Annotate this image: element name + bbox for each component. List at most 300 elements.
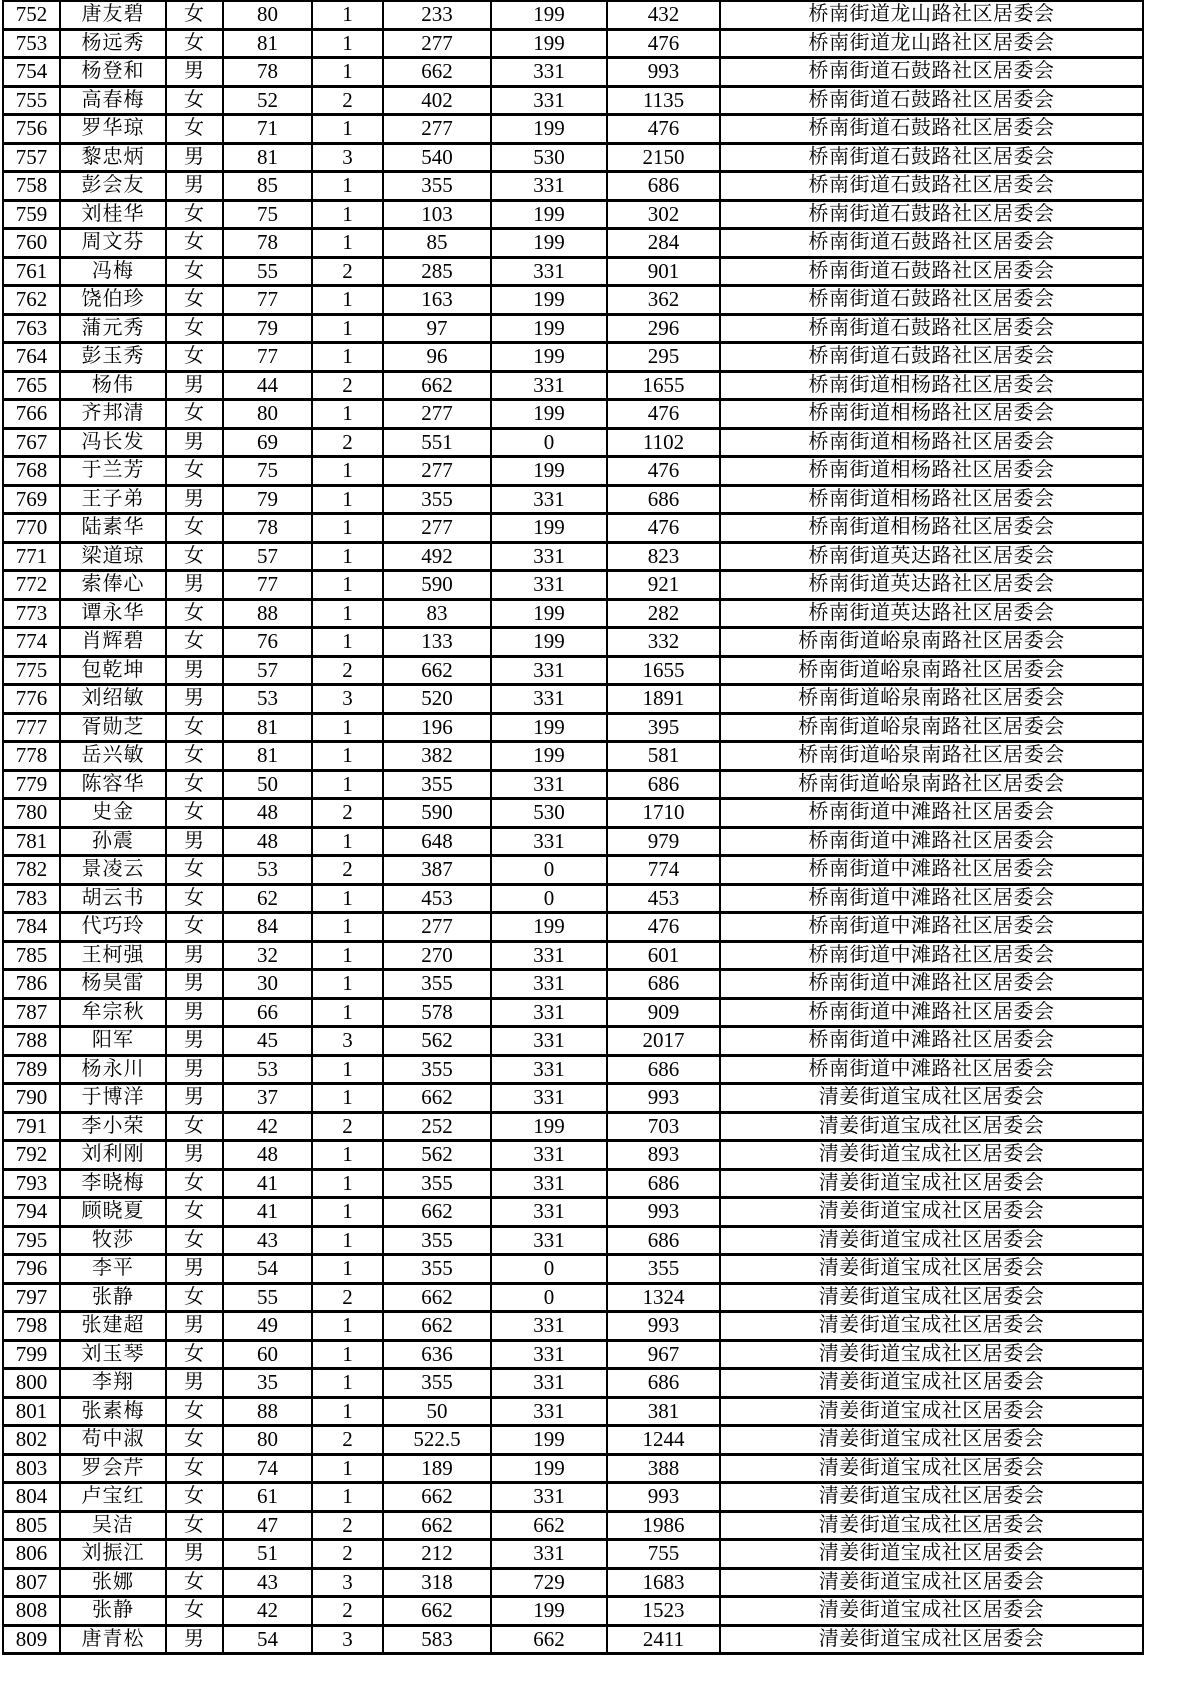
name-cell: 李翔: [60, 1369, 166, 1398]
count-cell: 1: [312, 115, 383, 144]
community-cell: 桥南街道中滩路社区居委会: [720, 827, 1143, 856]
community-cell: 桥南街道峪泉南路社区居委会: [720, 685, 1143, 714]
age-cell: 80: [223, 1, 312, 30]
age-cell: 48: [223, 1141, 312, 1170]
gender-cell: 女: [166, 1397, 223, 1426]
age-cell: 43: [223, 1226, 312, 1255]
amount1-cell: 189: [383, 1454, 491, 1483]
gender-cell: 女: [166, 1454, 223, 1483]
table-row: [3, 29, 1143, 58]
seq-cell: 783: [3, 884, 60, 913]
total-cell: 2017: [607, 1027, 720, 1056]
gender-cell: 女: [166, 457, 223, 486]
amount1-cell: 285: [383, 257, 491, 286]
name-cell: 饶伯珍: [60, 286, 166, 315]
seq-cell: 759: [3, 200, 60, 229]
total-cell: 686: [607, 1369, 720, 1398]
age-cell: 77: [223, 286, 312, 315]
name-cell: 王柯强: [60, 941, 166, 970]
amount2-cell: 199: [491, 343, 607, 372]
community-cell: 桥南街道石鼓路社区居委会: [720, 314, 1143, 343]
table-row: [3, 229, 1143, 258]
amount2-cell: 331: [491, 58, 607, 87]
community-cell: 清姜街道宝成社区居委会: [720, 1112, 1143, 1141]
table-row: [3, 200, 1143, 229]
name-cell: 罗华琼: [60, 115, 166, 144]
count-cell: 1: [312, 400, 383, 429]
name-cell: 高春梅: [60, 86, 166, 115]
age-cell: 48: [223, 799, 312, 828]
name-cell: 杨伟: [60, 371, 166, 400]
amount2-cell: 530: [491, 143, 607, 172]
table-row: [3, 884, 1143, 913]
gender-cell: 男: [166, 571, 223, 600]
name-cell: 冯长发: [60, 428, 166, 457]
table-row: [3, 58, 1143, 87]
total-cell: 1683: [607, 1568, 720, 1597]
gender-cell: 男: [166, 656, 223, 685]
name-cell: 陆素华: [60, 514, 166, 543]
seq-cell: 756: [3, 115, 60, 144]
amount1-cell: 163: [383, 286, 491, 315]
community-cell: 桥南街道相杨路社区居委会: [720, 457, 1143, 486]
amount2-cell: 0: [491, 856, 607, 885]
age-cell: 88: [223, 1397, 312, 1426]
amount2-cell: 331: [491, 1540, 607, 1569]
age-cell: 81: [223, 742, 312, 771]
gender-cell: 女: [166, 314, 223, 343]
amount1-cell: 355: [383, 770, 491, 799]
community-cell: 桥南街道石鼓路社区居委会: [720, 58, 1143, 87]
name-cell: 肖辉碧: [60, 628, 166, 657]
gender-cell: 女: [166, 742, 223, 771]
gender-cell: 女: [166, 1426, 223, 1455]
amount2-cell: 0: [491, 1255, 607, 1284]
age-cell: 42: [223, 1112, 312, 1141]
age-cell: 79: [223, 485, 312, 514]
seq-cell: 790: [3, 1084, 60, 1113]
community-cell: 清姜街道宝成社区居委会: [720, 1198, 1143, 1227]
count-cell: 2: [312, 1540, 383, 1569]
amount2-cell: 331: [491, 485, 607, 514]
amount2-cell: 199: [491, 115, 607, 144]
amount1-cell: 318: [383, 1568, 491, 1597]
age-cell: 35: [223, 1369, 312, 1398]
name-cell: 牟宗秋: [60, 998, 166, 1027]
gender-cell: 女: [166, 628, 223, 657]
seq-cell: 770: [3, 514, 60, 543]
name-cell: 张静: [60, 1283, 166, 1312]
seq-cell: 803: [3, 1454, 60, 1483]
community-cell: 清姜街道宝成社区居委会: [720, 1369, 1143, 1398]
seq-cell: 798: [3, 1312, 60, 1341]
amount2-cell: 199: [491, 599, 607, 628]
table-row: [3, 998, 1143, 1027]
amount2-cell: 199: [491, 200, 607, 229]
age-cell: 45: [223, 1027, 312, 1056]
community-cell: 清姜街道宝成社区居委会: [720, 1483, 1143, 1512]
name-cell: 梁道琼: [60, 542, 166, 571]
total-cell: 476: [607, 115, 720, 144]
age-cell: 71: [223, 115, 312, 144]
amount2-cell: 331: [491, 1141, 607, 1170]
seq-cell: 753: [3, 29, 60, 58]
name-cell: 于博洋: [60, 1084, 166, 1113]
community-cell: 桥南街道石鼓路社区居委会: [720, 172, 1143, 201]
amount2-cell: 331: [491, 1369, 607, 1398]
community-cell: 桥南街道峪泉南路社区居委会: [720, 656, 1143, 685]
age-cell: 80: [223, 400, 312, 429]
age-cell: 53: [223, 1055, 312, 1084]
count-cell: 3: [312, 685, 383, 714]
total-cell: 1891: [607, 685, 720, 714]
total-cell: 1102: [607, 428, 720, 457]
amount1-cell: 103: [383, 200, 491, 229]
amount1-cell: 662: [383, 58, 491, 87]
community-cell: 桥南街道石鼓路社区居委会: [720, 86, 1143, 115]
name-cell: 刘玉琴: [60, 1340, 166, 1369]
gender-cell: 男: [166, 172, 223, 201]
name-cell: 胡云书: [60, 884, 166, 913]
amount2-cell: 199: [491, 29, 607, 58]
name-cell: 罗会芹: [60, 1454, 166, 1483]
name-cell: 张静: [60, 1597, 166, 1626]
count-cell: 1: [312, 628, 383, 657]
total-cell: 302: [607, 200, 720, 229]
name-cell: 黎忠炳: [60, 143, 166, 172]
community-cell: 清姜街道宝成社区居委会: [720, 1511, 1143, 1540]
community-cell: 桥南街道龙山路社区居委会: [720, 29, 1143, 58]
amount1-cell: 583: [383, 1625, 491, 1654]
amount1-cell: 662: [383, 1597, 491, 1626]
table-row: [3, 685, 1143, 714]
amount1-cell: 85: [383, 229, 491, 258]
total-cell: 993: [607, 1084, 720, 1113]
table-row: [3, 1055, 1143, 1084]
name-cell: 卢宝红: [60, 1483, 166, 1512]
age-cell: 43: [223, 1568, 312, 1597]
total-cell: 967: [607, 1340, 720, 1369]
count-cell: 1: [312, 571, 383, 600]
amount1-cell: 96: [383, 343, 491, 372]
age-cell: 57: [223, 542, 312, 571]
total-cell: 1986: [607, 1511, 720, 1540]
total-cell: 381: [607, 1397, 720, 1426]
age-cell: 88: [223, 599, 312, 628]
community-cell: 清姜街道宝成社区居委会: [720, 1226, 1143, 1255]
seq-cell: 782: [3, 856, 60, 885]
community-cell: 桥南街道中滩路社区居委会: [720, 1027, 1143, 1056]
count-cell: 1: [312, 1483, 383, 1512]
table-row: [3, 172, 1143, 201]
total-cell: 1324: [607, 1283, 720, 1312]
community-cell: 清姜街道宝成社区居委会: [720, 1568, 1143, 1597]
amount2-cell: 0: [491, 1283, 607, 1312]
name-cell: 杨昊雷: [60, 970, 166, 999]
amount2-cell: 331: [491, 1084, 607, 1113]
table-row: [3, 1084, 1143, 1113]
amount1-cell: 355: [383, 1226, 491, 1255]
total-cell: 1710: [607, 799, 720, 828]
age-cell: 52: [223, 86, 312, 115]
total-cell: 686: [607, 770, 720, 799]
amount1-cell: 520: [383, 685, 491, 714]
gender-cell: 男: [166, 1369, 223, 1398]
name-cell: 蒲元秀: [60, 314, 166, 343]
age-cell: 55: [223, 257, 312, 286]
total-cell: 476: [607, 29, 720, 58]
name-cell: 李晓梅: [60, 1169, 166, 1198]
table-row: [3, 343, 1143, 372]
name-cell: 唐友碧: [60, 1, 166, 30]
amount2-cell: 199: [491, 1597, 607, 1626]
age-cell: 62: [223, 884, 312, 913]
age-cell: 51: [223, 1540, 312, 1569]
community-cell: 清姜街道宝成社区居委会: [720, 1283, 1143, 1312]
seq-cell: 755: [3, 86, 60, 115]
gender-cell: 男: [166, 970, 223, 999]
gender-cell: 女: [166, 1, 223, 30]
total-cell: 282: [607, 599, 720, 628]
total-cell: 686: [607, 172, 720, 201]
table-row: [3, 115, 1143, 144]
count-cell: 2: [312, 428, 383, 457]
seq-cell: 758: [3, 172, 60, 201]
total-cell: 581: [607, 742, 720, 771]
table-row: [3, 1511, 1143, 1540]
count-cell: 1: [312, 770, 383, 799]
age-cell: 47: [223, 1511, 312, 1540]
gender-cell: 男: [166, 485, 223, 514]
amount2-cell: 331: [491, 542, 607, 571]
community-cell: 清姜街道宝成社区居委会: [720, 1169, 1143, 1198]
amount1-cell: 355: [383, 172, 491, 201]
community-cell: 清姜街道宝成社区居委会: [720, 1397, 1143, 1426]
amount2-cell: 331: [491, 998, 607, 1027]
community-cell: 桥南街道中滩路社区居委会: [720, 998, 1143, 1027]
seq-cell: 796: [3, 1255, 60, 1284]
seq-cell: 791: [3, 1112, 60, 1141]
amount1-cell: 662: [383, 1312, 491, 1341]
total-cell: 284: [607, 229, 720, 258]
amount1-cell: 277: [383, 514, 491, 543]
table-row: [3, 1397, 1143, 1426]
amount2-cell: 199: [491, 314, 607, 343]
name-cell: 苟中淑: [60, 1426, 166, 1455]
total-cell: 686: [607, 485, 720, 514]
table-row: [3, 143, 1143, 172]
seq-cell: 792: [3, 1141, 60, 1170]
seq-cell: 785: [3, 941, 60, 970]
total-cell: 979: [607, 827, 720, 856]
gender-cell: 男: [166, 1540, 223, 1569]
seq-cell: 787: [3, 998, 60, 1027]
amount1-cell: 562: [383, 1141, 491, 1170]
gender-cell: 女: [166, 856, 223, 885]
name-cell: 杨远秀: [60, 29, 166, 58]
name-cell: 牧莎: [60, 1226, 166, 1255]
seq-cell: 805: [3, 1511, 60, 1540]
age-cell: 80: [223, 1426, 312, 1455]
age-cell: 66: [223, 998, 312, 1027]
seq-cell: 802: [3, 1426, 60, 1455]
amount1-cell: 387: [383, 856, 491, 885]
table-row: [3, 970, 1143, 999]
seq-cell: 773: [3, 599, 60, 628]
gender-cell: 女: [166, 713, 223, 742]
amount1-cell: 662: [383, 656, 491, 685]
age-cell: 53: [223, 856, 312, 885]
total-cell: 703: [607, 1112, 720, 1141]
age-cell: 77: [223, 571, 312, 600]
count-cell: 1: [312, 1, 383, 30]
amount1-cell: 402: [383, 86, 491, 115]
name-cell: 周文芬: [60, 229, 166, 258]
total-cell: 909: [607, 998, 720, 1027]
count-cell: 1: [312, 1340, 383, 1369]
amount2-cell: 331: [491, 941, 607, 970]
total-cell: 686: [607, 1226, 720, 1255]
total-cell: 1135: [607, 86, 720, 115]
total-cell: 476: [607, 457, 720, 486]
amount1-cell: 590: [383, 571, 491, 600]
gender-cell: 女: [166, 1483, 223, 1512]
community-cell: 桥南街道龙山路社区居委会: [720, 1, 1143, 30]
amount1-cell: 355: [383, 1169, 491, 1198]
name-cell: 杨登和: [60, 58, 166, 87]
age-cell: 85: [223, 172, 312, 201]
seq-cell: 788: [3, 1027, 60, 1056]
amount1-cell: 551: [383, 428, 491, 457]
gender-cell: 男: [166, 371, 223, 400]
age-cell: 69: [223, 428, 312, 457]
gender-cell: 女: [166, 770, 223, 799]
count-cell: 2: [312, 856, 383, 885]
community-cell: 桥南街道峪泉南路社区居委会: [720, 742, 1143, 771]
age-cell: 75: [223, 457, 312, 486]
table-row: [3, 257, 1143, 286]
age-cell: 42: [223, 1597, 312, 1626]
gender-cell: 女: [166, 799, 223, 828]
total-cell: 993: [607, 1312, 720, 1341]
gender-cell: 女: [166, 1511, 223, 1540]
age-cell: 57: [223, 656, 312, 685]
gender-cell: 女: [166, 542, 223, 571]
total-cell: 686: [607, 1055, 720, 1084]
gender-cell: 男: [166, 1027, 223, 1056]
community-cell: 清姜街道宝成社区居委会: [720, 1340, 1143, 1369]
age-cell: 81: [223, 713, 312, 742]
community-cell: 桥南街道峪泉南路社区居委会: [720, 770, 1143, 799]
count-cell: 2: [312, 1283, 383, 1312]
community-cell: 桥南街道石鼓路社区居委会: [720, 115, 1143, 144]
name-cell: 刘绍敏: [60, 685, 166, 714]
seq-cell: 806: [3, 1540, 60, 1569]
seq-cell: 789: [3, 1055, 60, 1084]
seq-cell: 768: [3, 457, 60, 486]
age-cell: 77: [223, 343, 312, 372]
name-cell: 刘桂华: [60, 200, 166, 229]
age-cell: 50: [223, 770, 312, 799]
age-cell: 30: [223, 970, 312, 999]
amount2-cell: 331: [491, 770, 607, 799]
amount2-cell: 331: [491, 827, 607, 856]
community-cell: 清姜街道宝成社区居委会: [720, 1597, 1143, 1626]
age-cell: 78: [223, 229, 312, 258]
count-cell: 1: [312, 742, 383, 771]
count-cell: 3: [312, 1027, 383, 1056]
count-cell: 2: [312, 1597, 383, 1626]
amount2-cell: 331: [491, 656, 607, 685]
amount1-cell: 662: [383, 1198, 491, 1227]
count-cell: 1: [312, 1312, 383, 1341]
table-row: [3, 1112, 1143, 1141]
table-row: [3, 1283, 1143, 1312]
total-cell: 774: [607, 856, 720, 885]
community-cell: 桥南街道中滩路社区居委会: [720, 856, 1143, 885]
gender-cell: 男: [166, 1141, 223, 1170]
table-row: [3, 514, 1143, 543]
name-cell: 彭玉秀: [60, 343, 166, 372]
table-row: [3, 1625, 1143, 1654]
age-cell: 55: [223, 1283, 312, 1312]
count-cell: 2: [312, 86, 383, 115]
amount2-cell: 199: [491, 1, 607, 30]
gender-cell: 男: [166, 428, 223, 457]
name-cell: 张素梅: [60, 1397, 166, 1426]
count-cell: 1: [312, 998, 383, 1027]
seq-cell: 769: [3, 485, 60, 514]
count-cell: 2: [312, 1511, 383, 1540]
gender-cell: 男: [166, 998, 223, 1027]
amount2-cell: 199: [491, 229, 607, 258]
community-cell: 桥南街道中滩路社区居委会: [720, 941, 1143, 970]
community-cell: 桥南街道英达路社区居委会: [720, 599, 1143, 628]
count-cell: 1: [312, 1255, 383, 1284]
amount1-cell: 97: [383, 314, 491, 343]
table-row: [3, 1369, 1143, 1398]
total-cell: 755: [607, 1540, 720, 1569]
name-cell: 谭永华: [60, 599, 166, 628]
total-cell: 432: [607, 1, 720, 30]
gender-cell: 女: [166, 1568, 223, 1597]
seq-cell: 780: [3, 799, 60, 828]
amount1-cell: 133: [383, 628, 491, 657]
table-row: [3, 713, 1143, 742]
count-cell: 1: [312, 229, 383, 258]
amount2-cell: 199: [491, 713, 607, 742]
table-row: [3, 656, 1143, 685]
gender-cell: 男: [166, 1625, 223, 1654]
table-row: [3, 913, 1143, 942]
age-cell: 76: [223, 628, 312, 657]
seq-cell: 808: [3, 1597, 60, 1626]
table-row: [3, 1169, 1143, 1198]
count-cell: 2: [312, 1112, 383, 1141]
total-cell: 993: [607, 1198, 720, 1227]
name-cell: 岳兴敏: [60, 742, 166, 771]
gender-cell: 男: [166, 58, 223, 87]
seq-cell: 779: [3, 770, 60, 799]
amount1-cell: 355: [383, 1369, 491, 1398]
age-cell: 53: [223, 685, 312, 714]
count-cell: 3: [312, 1625, 383, 1654]
name-cell: 吴洁: [60, 1511, 166, 1540]
count-cell: 1: [312, 485, 383, 514]
community-cell: 桥南街道相杨路社区居委会: [720, 514, 1143, 543]
amount2-cell: 199: [491, 628, 607, 657]
age-cell: 41: [223, 1198, 312, 1227]
